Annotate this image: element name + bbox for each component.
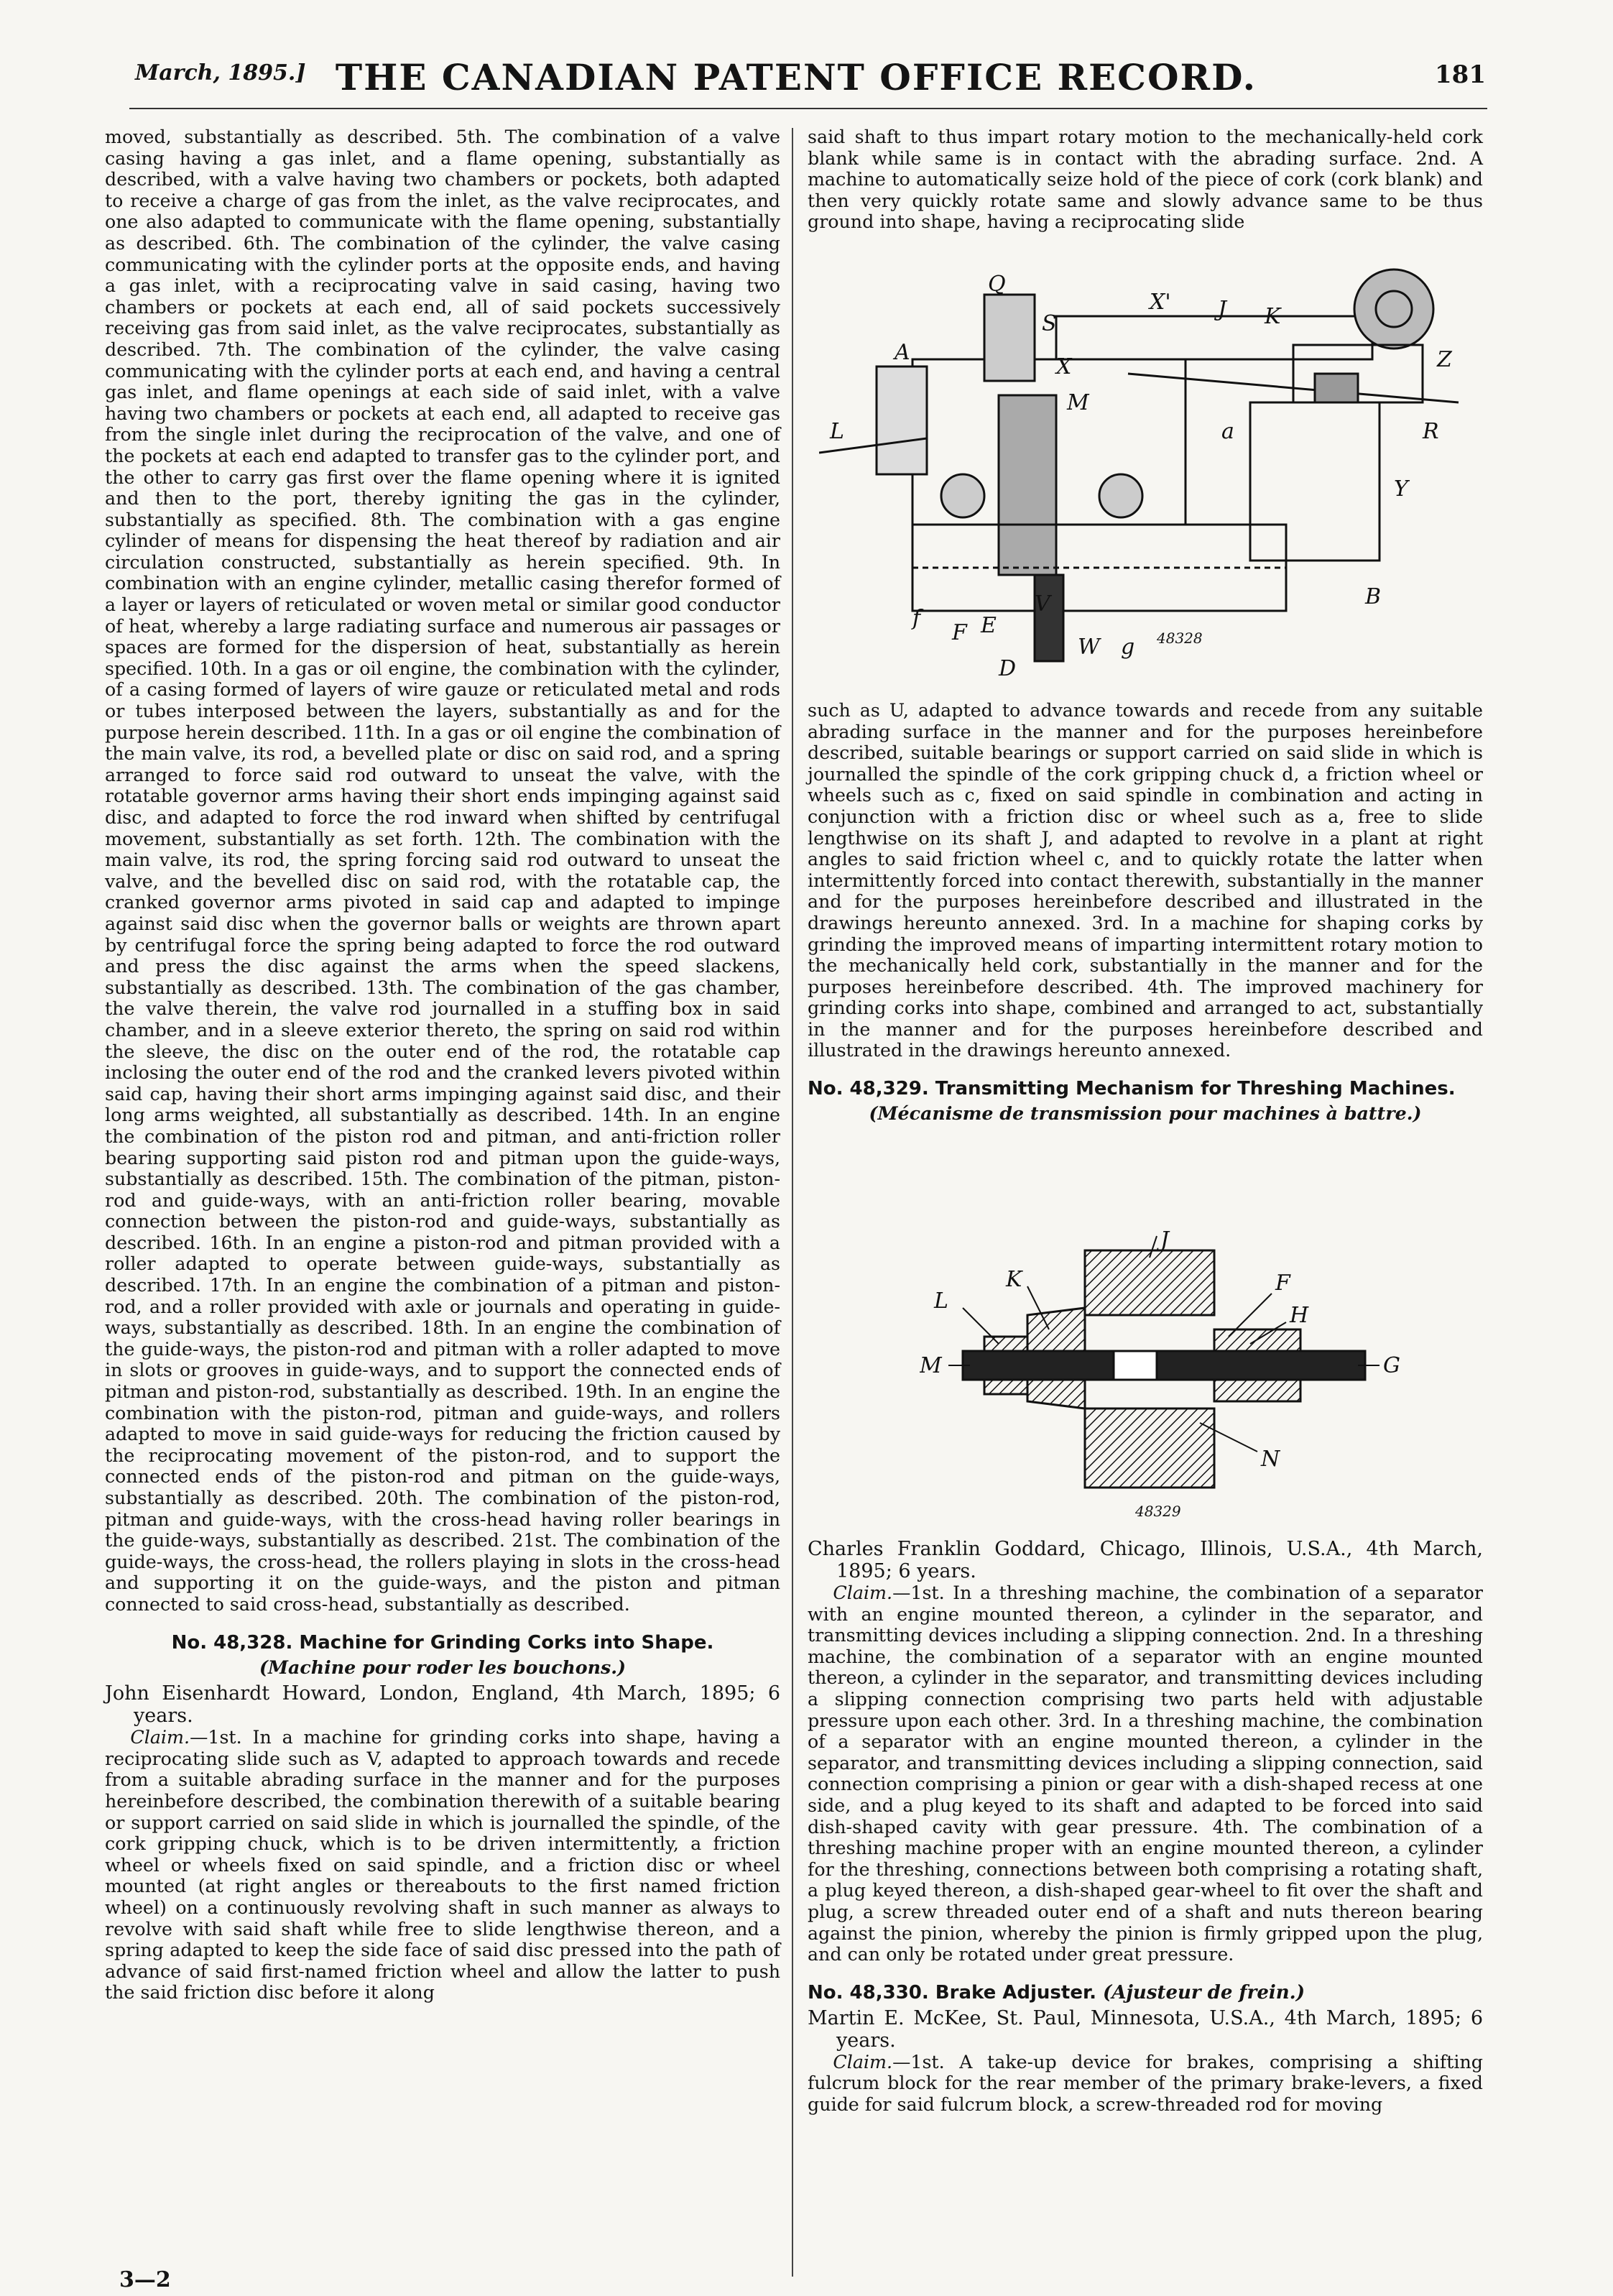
entry-48329-heading: No. 48,329. Transmitting Mechanism for Threshing Machines. — [808, 1078, 1456, 1100]
page-header — [85, 56, 1507, 99]
fig1-label-g-small: g — [1121, 635, 1135, 660]
entry-48329-inventor: Charles Franklin Goddard, Chicago, Illinois, U.S.A., 4th March, 1895; 6 years. — [808, 1538, 1483, 1582]
fig1-label-a-small: a — [1221, 419, 1234, 444]
entry-48329-subtitle: (Mécanisme de transmission pour machines à battre.) — [869, 1102, 1422, 1125]
header-title: THE CANADIAN PATENT OFFICE RECORD. — [335, 56, 1257, 98]
fig1-label-w: W — [1078, 635, 1100, 660]
central-column — [999, 395, 1056, 575]
fig1-label-l: L — [830, 419, 844, 444]
lower-right-nut — [1099, 474, 1142, 517]
right-column-bottom — [808, 1538, 1483, 2115]
fig1-label-q: Q — [988, 272, 1006, 297]
fig1-label-y: Y — [1394, 476, 1408, 502]
fig1-label-v: V — [1035, 591, 1050, 617]
fig1-label-a: A — [895, 340, 910, 365]
fig1-label-s: S — [1042, 311, 1057, 336]
fig1-label-f-small: f — [912, 606, 921, 631]
fig1-label-k: K — [1265, 304, 1281, 329]
gear-bottom — [1085, 1409, 1214, 1488]
figure-transmitting-mechanism — [920, 1229, 1408, 1531]
header-date: March, 1895.] — [135, 60, 306, 86]
figure-cork-grinding-machine — [819, 266, 1466, 697]
fig1-label-x: X — [1056, 354, 1072, 379]
entry-48328-claim-label: Claim. — [130, 1727, 190, 1748]
fig1-label-r: R — [1423, 419, 1439, 444]
entry-48329-claim-label: Claim. — [833, 1582, 893, 1603]
entry-48330-claim-label: Claim. — [833, 2051, 893, 2073]
left-bearing — [877, 366, 927, 474]
fig1-label-x-prime: X' — [1150, 290, 1171, 315]
fig1-label-b: B — [1365, 584, 1382, 609]
right-block — [1315, 374, 1358, 402]
fig1-label-z: Z — [1437, 347, 1452, 372]
fig1-label-e: E — [981, 613, 997, 638]
gear-top — [1085, 1250, 1214, 1315]
fig2-label-l: L — [934, 1288, 948, 1314]
column-divider — [792, 128, 793, 2277]
entry-48330-inventor: Martin E. McKee, St. Paul, Minnesota, U.S.A., 4th March, 1895; 6 years. — [808, 2006, 1483, 2052]
fig2-label-h: H — [1290, 1303, 1309, 1328]
fig2-label-m: M — [920, 1353, 942, 1378]
header-rule — [129, 108, 1487, 109]
fig2-label-f: F — [1275, 1271, 1290, 1296]
entry-48328-claims — [105, 1727, 780, 2004]
left-column — [105, 126, 780, 2004]
fig1-label-d: D — [999, 656, 1017, 681]
continued-claims-paragraph: moved, substantially as described. 5th. The combination of a valve casing having a gas inlet, and a flame opening, substantially as described, with a valve having two chambers or pockets, both adapted to receive a charge of gas from the inlet, as the valve reciprocates, and one also adapted to communicate with the flame opening, substantially as described. 6th. The combination of the cylinder, the valve casing communicating with the cylinder ports at the opposite ends, and having a gas inlet, with a reciprocating valve in said casing, having two chambers or pockets at each end, all of said pockets successively receiving gas from said inlet, as the valve reciprocates, substantially as described. 7th. The combination of the cylinder, the valve casing communicating with the cylinder ports at each end, and having a central gas inlet, and flame openings at each side of said inlet, with a valve having two chambers or pockets at each end, all adapted to receive gas from the single inlet during the reciprocation of the valve, and one of the pockets at each end adapted to transfer gas to the cylinder port, and the other to carry gas first over the flame opening where it is ignited and then to the port, thereby igniting the gas in the cylinder, substantially as specified. 8th. The combination with a gas engine cylinder of means for dispensing the heat thereof by radiation and air circulation constructed, substantially as herein specified. 9th. In combination with an engine cylinder, metallic casing therefor formed of a layer or layers of reticulated or woven metal or similar good conductor of heat, whereby a large radiating surface and numerous air passages or spaces are formed for the dispersion of heat, substantially as herein specified. 10th. In a gas or oil engine, the combination with the cylinder, of a casing formed of layers of wire gauze or reticulated metal and rods or tubes interposed between the layers, substantially as and for the purpose herein described. 11th. In a gas or oil engine the combination of the main valve, its rod, a bevelled plate or disc on said rod, and a spring arranged to force said rod outward to unseat the valve, with the rotatable governor arms having their short ends impinging against said disc, and adapted to force the rod inward when shifted by centrifugal movement, substantially as set forth. 12th. The combination with the main valve, its rod, the spring forcing said rod outward to unseat the valve, and the bevelled disc on said rod, with the rotatable cap, the cranked governor arms pivoted in said cap and adapted to impinge against said disc when the governor balls or weights are thrown apart by centrifugal force the spring being adapted to force the rod outward and press the disc against the arms when the speed slackens, substantially as described. 13th. The combination of the gas chamber, the valve therein, the valve rod journalled in a stuffing box in said chamber, and in a sleeve exterior thereto, the spring on said rod within the sleeve, the disc on the outer end of the rod, the rotatable cap inclosing the outer end of the rod and the cranked levers pivoted within said cap, having their short arms impinging against said disc, and their long arms weighted, all substantially as described. 14th. In an engine the combination of the piston rod and pitman, and anti-friction roller bearing supporting said piston rod and pitman upon the guide-ways, substantially as described. 15th. The combination of the pitman, piston-rod and guide-ways, with an anti-friction roller bearing, movable connection between the piston-rod and guide-ways, substantially as described. 16th. In an engine a piston-rod and pitman provided with a roller adapted to operate between guide-ways, substantially as described. 17th. In an engine the combination of a pitman and piston-rod, and a roller provided with axle or journals and operating in guide-ways, substantially as described. 18th. In an engine the combination of the guide-ways, the piston-rod and pitman with a roller adapted to move in slots or grooves in guide-ways, and to support the connected ends of pitman and piston-rod, substantially as described. 19th. In an engine the combination with the piston-rod, pitman and guide-ways, and rollers adapted to move in said guide-ways for reducing the friction caused by the reciprocating movement of the piston-rod, and to support the connected ends of the piston-rod and pitman on the guide-ways, substantially as described. 20th. The combination of the piston-rod, pitman and guide-ways, with the cross-head having roller bearings in the guide-ways, substantially as described. 21st. The combination of the guide-ways, the cross-head, the rollers playing in slots in the cross-head and supporting it on the guide-ways, and the piston and pitman connected to said cross-head, substantially as described. — [105, 126, 780, 1615]
entry-48330-subtitle: (Ajusteur de frein.) — [1103, 1981, 1305, 2004]
fig1-label-m: M — [1067, 390, 1089, 415]
fig2-number: 48329 — [1135, 1503, 1181, 1520]
fig1-number: 48328 — [1157, 630, 1203, 647]
entry-48328-subtitle: (Machine pour roder les bouchons.) — [259, 1656, 627, 1678]
top-slide — [1056, 316, 1372, 359]
friction-wheel — [1354, 269, 1433, 349]
entry-48329-claim-text: —1st. In a threshing machine, the combination of a separator with an engine mounted thereon, a cylinder in the separator, and transmitting devices including a slipping connection. 2nd. In a threshing machine, the combination of a separator with an engine mounted thereon, a cylinder in the separator, and transmitting devices including a slipping connection comprising two parts held with adjustable pressure upon each other. 3rd. In a threshing machine, the combination of a separator with an engine mounted thereon, a cylinder in the separator, and transmitting devices including a slipping connection, said connection comprising a pinion or gear with a dish-shaped recess at one side, and a plug keyed to its shaft and adapted to be forced into said dish-shaped cavity with gear pressure. 4th. The combination of a threshing machine proper with an engine mounted thereon, a cylinder for the threshing, connections between both comprising a rotating shaft, a plug keyed thereon, a dish-shaped gear-wheel to fit over the shaft and plug, a screw threaded outer end of a shaft and nuts thereon bearing against the pinion, whereby the pinion is firmly gripped upon the plug, and can only be rotated under great pressure. — [808, 1582, 1483, 1965]
entry-48329-claims — [808, 1582, 1483, 1965]
fig1-label-f: F — [952, 620, 967, 645]
entry-48328-claims-continued: said shaft to thus impart rotary motion to the mechanically-held cork blank while same is in contact with the abrading surface. 2nd. A machine to automatically seize hold of the piece of cork (cork blank) and then very quickly rotate same and slowly advance same to be thus ground into shape, having a reciprocating slide — [808, 126, 1483, 233]
upper-bracket — [984, 295, 1035, 381]
entry-48330-heading: No. 48,330. Brake Adjuster. — [808, 1981, 1096, 2004]
entry-48328-inventor: John Eisenhardt Howard, London, England, 4th March, 1895; 6 years. — [105, 1682, 780, 1728]
fig2-label-g: G — [1383, 1353, 1400, 1378]
entry-48328-heading: No. 48,328. Machine for Grinding Corks into Shape. — [171, 1631, 714, 1654]
header-page-number: 181 — [1435, 60, 1486, 89]
fig1-label-j: J — [1218, 297, 1227, 322]
shaft-key — [1114, 1351, 1157, 1380]
shaft — [963, 1351, 1365, 1380]
side-block — [1250, 402, 1379, 561]
lower-shaft — [1035, 575, 1063, 661]
printer-signature: 3—2 — [119, 2267, 171, 2292]
fig2-label-j: J — [1160, 1229, 1170, 1253]
fig2-label-k: K — [1006, 1267, 1022, 1292]
entry-48330-heading-row — [808, 1981, 1483, 2004]
fig2-label-n: N — [1261, 1447, 1280, 1472]
entry-48330-claim-text: —1st. A take-up device for brakes, comprising a shifting fulcrum block for the rear member of the primary brake-levers, a fixed guide for said fulcrum block, a screw-threaded rod for moving — [808, 2051, 1483, 2115]
lower-left-nut — [941, 474, 984, 517]
entry-48328-claim-text: —1st. In a machine for grinding corks into shape, having a reciprocating slide such as V, adapted to approach towards and recede from a suitable abrading surface in the manner and for the purposes hereinbefore described, the combination therewith of a suitable bearing or support carried on said slide in which is journalled the spindle, of the cork gripping chuck, which is to be driven intermittently, a friction wheel or wheels fixed on said spindle, and a friction disc or wheel mounted (at right angles or thereabouts to the first named friction wheel) on a continuously revolving shaft in such manner as always to revolve with said shaft while free to slide lengthwise thereon, and a spring adapted to keep the side face of said disc pressed into the path of advance of said first-named friction wheel and allow the latter to push the said friction disc before it along — [105, 1727, 780, 2004]
entry-48330-claims — [808, 2052, 1483, 2116]
leader-l — [963, 1308, 999, 1344]
entry-48328-claims-after-figure: such as U, adapted to advance towards and recede from any suitable abrading surface in the manner and for the purposes hereinbefore described, suitable bearings or support carried on said slide in which is journalled the spindle of the cork gripping chuck d, a friction wheel or wheels such as c, fixed on said spindle in combination and acting in conjunction with a friction disc or wheel such as a, free to slide lengthwise on its shaft J, and adapted to revolve in a plant at right angles to said friction wheel c, and to quickly rotate the latter when intermittently forced into contact therewith, substantially in the manner and for the purposes hereinbefore described and illustrated in the drawings hereunto annexed. 3rd. In a machine for shaping corks by grinding the improved means of imparting intermittent rotary motion to the mechanically held cork, substantially in the manner and for the purposes hereinbefore described. 4th. The improved machinery for grinding corks into shape, combined and arranged to act, substantially in the manner and for the purposes hereinbefore described and illustrated in the drawings hereunto annexed. — [808, 699, 1483, 1061]
